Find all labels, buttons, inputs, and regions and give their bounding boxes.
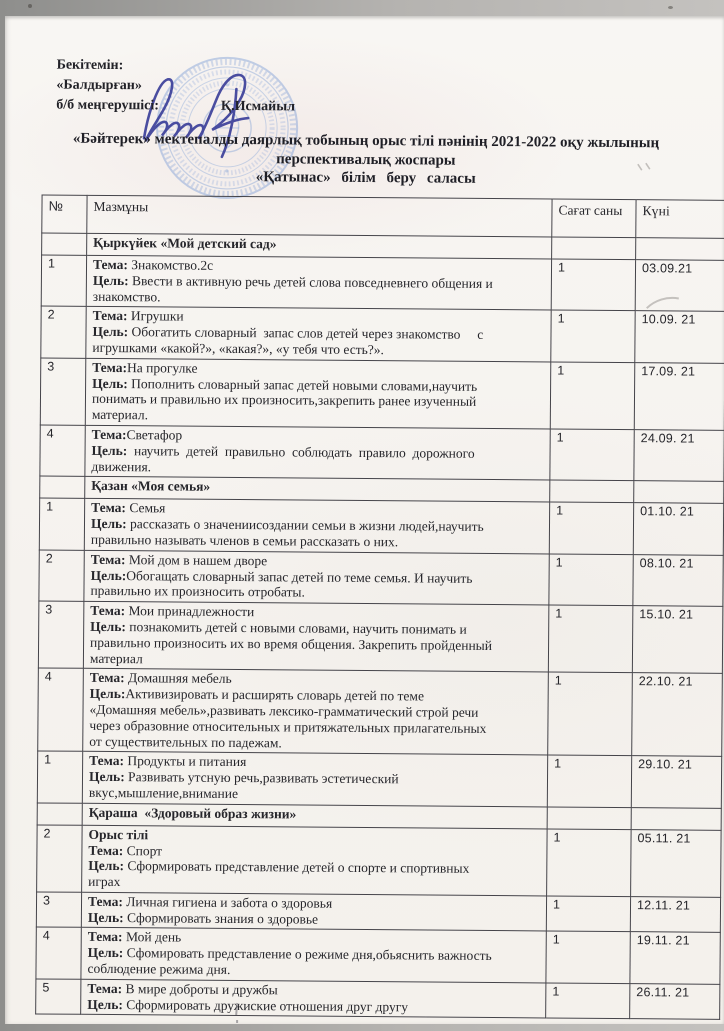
exclamation-mark-artifact (231, 1001, 243, 1027)
date-cell: 10.09. 21 (635, 311, 724, 363)
table-row (36, 927, 720, 984)
header-hours-cell: Сағат саны (552, 199, 636, 238)
lesson-content-cell: Орыс тілі Тема: Спорт Цель: Сформировать представление детей о спорте и спортивных играх (82, 825, 548, 896)
scanned-paper (5, 16, 724, 1024)
date-cell: 03.09.21 (635, 260, 724, 312)
row-number-cell: 1 (41, 255, 86, 307)
date-cell: 17.09. 21 (634, 362, 724, 430)
hours-cell: 1 (551, 259, 635, 311)
row-number-cell: 1 (37, 751, 82, 803)
scan-speck (28, 4, 32, 8)
row-number-cell: 3 (38, 601, 84, 669)
date-cell: 24.09. 21 (634, 430, 724, 482)
scan-speck (668, 6, 673, 9)
section-title-cell: Қыркүйек «Мой детский сад» (87, 233, 552, 259)
hours-cell: 1 (549, 554, 633, 606)
row-number-cell: 3 (40, 358, 86, 426)
date-cell: 05.11. 21 (631, 829, 722, 897)
date-cell (631, 807, 721, 830)
plan-table-body (36, 195, 724, 1020)
row-number-cell: 1 (39, 498, 84, 550)
document-title (4, 129, 724, 190)
row-number-cell (40, 476, 85, 498)
date-cell: 22.10. 21 (632, 673, 723, 757)
date-cell: 08.10. 21 (633, 554, 723, 606)
lesson-content-cell: Тема: Продукты и питания Цель: Развивать утсную речь,развивать эстетический вкус,мышление,внимание (82, 752, 547, 807)
row-number-cell: 4 (38, 668, 84, 751)
table-row (39, 498, 723, 555)
hours-cell (552, 237, 636, 260)
date-cell: 12.11. 21 (630, 897, 720, 933)
row-number-cell: 2 (41, 306, 86, 358)
lesson-content-cell: Тема: Знакомство.2с Цель: Ввести в активную речь детей слова повседневнего общения и знакомство. (86, 255, 551, 310)
title-line-3: «Қатынас» білім беру саласы (4, 166, 724, 190)
lesson-content-cell: Тема: Мой день Цель: Сфомировать представление о режиме дня,обьяснить важность соблюдение режима дня. (81, 928, 546, 983)
approval-line-3 (56, 96, 295, 118)
hours-cell: 1 (546, 931, 630, 983)
hours-cell: 1 (548, 672, 633, 756)
lesson-plan-table (35, 194, 724, 1020)
table-row (38, 668, 723, 756)
ink-smudge (634, 160, 654, 176)
table-row (38, 601, 723, 674)
lesson-content-cell: Тема: Игрушки Цель: Обогатить словарный запас слов детей через знакомство с игрушками «какой?», «какая?», «у тебя что есть?». (86, 307, 551, 362)
hours-cell: 1 (550, 429, 634, 481)
date-cell: 26.11. 21 (630, 983, 720, 1019)
lesson-content-cell: Тема: Личная гигиена и забота о здоровья Цель: Сформировать знания о здоровье (81, 892, 546, 931)
table-row (40, 358, 724, 431)
table-header-row (42, 195, 724, 238)
hours-cell: 1 (550, 362, 635, 430)
row-number-cell (42, 233, 87, 255)
hours-cell: 1 (551, 310, 635, 362)
hours-cell: 1 (547, 755, 631, 807)
title-line-2: перспективалық жоспары (4, 148, 724, 172)
approval-line-1: Бекітемін: (57, 56, 296, 78)
lesson-content-cell: Тема: Домашняя мебель Цель:Активизировать и расширять словарь детей по теме «Домашняя мебель»,развивать лексико-грамматический строй речи через образовние относительных и притяжательных прилагательных от существительных по падежам. (83, 669, 549, 756)
table-row (41, 306, 724, 363)
row-number-cell: 5 (36, 979, 81, 1015)
date-cell: 15.10. 21 (632, 606, 723, 674)
section-title-cell: Қараша «Здоровый образ жизни» (82, 803, 547, 829)
header-date-cell: Күні (636, 200, 724, 239)
lesson-content-cell: Тема:На прогулке Цель: Пополнить словарный запас детей новыми словами,научить понимать и правильно их произносить,закрепить ранее изученный материал. (85, 358, 551, 429)
hours-cell: 1 (548, 605, 633, 673)
row-number-cell: 2 (39, 550, 84, 602)
lesson-content-cell: Тема:Светафор Цель: научить детей правильно соблюдать правило дорожного движения. (85, 425, 550, 480)
table-row (37, 825, 722, 898)
section-title-cell: Қазан «Моя семья» (85, 477, 550, 503)
table-row (40, 425, 724, 482)
hours-cell: 1 (549, 502, 633, 554)
row-number-cell: 4 (40, 425, 85, 477)
approval-line-2: «Балдырған» (56, 76, 295, 98)
hours-cell (550, 480, 634, 503)
date-cell: 01.10. 21 (633, 503, 723, 555)
lesson-content-cell: Тема: Семья Цель: рассказать о значениисоздании семьи в жизни людей,научить правильно называть членов в семьи рассказать о них. (84, 499, 549, 554)
row-number-cell: 4 (36, 927, 81, 979)
hours-cell: 1 (547, 829, 632, 897)
row-number-cell (37, 803, 82, 825)
date-cell (636, 238, 724, 261)
table-row (39, 550, 723, 607)
date-cell: 29.10. 21 (631, 756, 721, 808)
table-row (36, 979, 720, 1020)
table-row (36, 892, 720, 933)
lesson-content-cell: Тема: В мире доброты и дружбы Цель: Сформировать дружиские отношения друг другу (81, 979, 546, 1018)
lesson-content-cell: Тема: Мой дом в нашем дворе Цель:Обогащать словарный запас детей по теме семья. И научить правильно их произносить отробаты. (84, 550, 549, 605)
table-row (41, 255, 724, 312)
lesson-content-cell: Тема: Мои принадлежности Цель: познакомить детей с новыми словами, научить понимать и правильно произносить их во время общения. Закрепить пройденный материал (83, 601, 549, 672)
hours-cell (547, 807, 631, 830)
row-number-cell: 2 (37, 825, 83, 893)
header-number-cell: № (42, 195, 87, 233)
hours-cell: 1 (546, 896, 630, 932)
approval-role-label: б/б меңгерушісі: (56, 96, 159, 117)
header-content-cell: Мазмұны (87, 195, 552, 237)
title-line-1: «Бәйтерек» мектепалды даярлық тобының орыс тілі пәнінің 2021-2022 оқу жылының (4, 129, 724, 153)
date-cell (634, 481, 724, 504)
table-row (37, 751, 721, 808)
row-number-cell: 3 (36, 892, 81, 928)
approval-block (56, 56, 295, 118)
date-cell: 19.11. 21 (630, 932, 720, 984)
pen-mark (643, 286, 683, 316)
signer-name: Қ.Исмайыл (221, 97, 295, 118)
hours-cell: 1 (546, 983, 630, 1019)
page-content (0, 13, 724, 1027)
